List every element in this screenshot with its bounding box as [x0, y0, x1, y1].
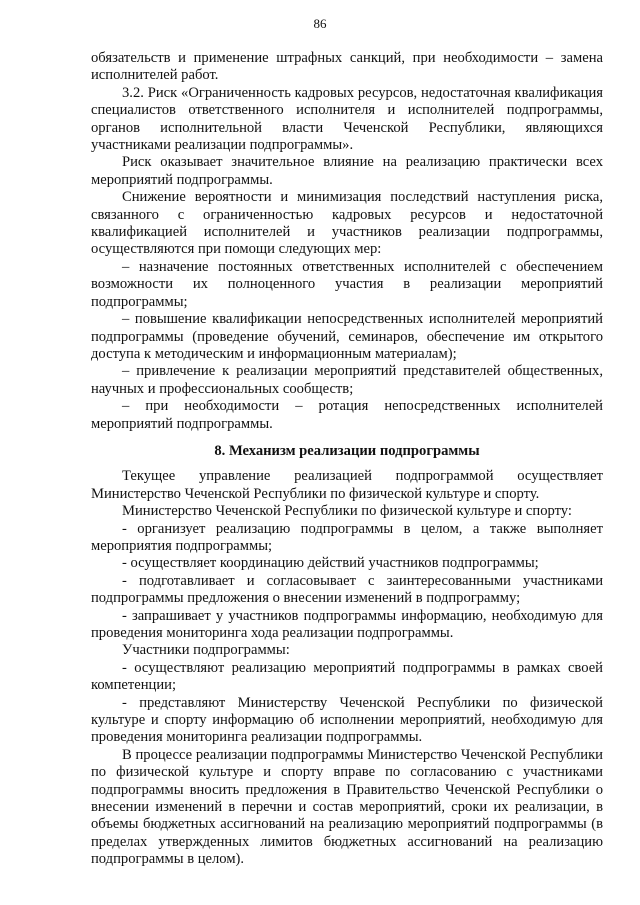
list-item-ministry-3: - подготавливает и согласовывает с заинтересованными участниками подпрограммы предложения о внесении изменений в подпрограмму; — [91, 572, 603, 607]
list-item-measure-4: – при необходимости – ротация непосредственных исполнителей мероприятий подпрограммы. — [91, 398, 603, 432]
list-item-measure-3: – привлечение к реализации мероприятий представителей общественных, научных и профессиональных сообществ; — [91, 363, 603, 397]
list-item-measure-2: – повышение квалификации непосредственных исполнителей мероприятий подпрограммы (проведение обучений, семинаров, обеспечение им открытого доступа к методическим и информационным материалам); — [91, 311, 603, 362]
paragraph-participants-intro: Участники подпрограммы: — [122, 642, 290, 659]
paragraph-risk-mitigation: Снижение вероятности и минимизация последствий наступления риска, связанного с ограниченностью кадровых ресурсов и недостаточной квалификацией исполнителей и участников реализации подпрограммы, осуществляются при помощи следующих мер: — [91, 189, 603, 258]
page-number: 86 — [313, 16, 327, 31]
list-item-ministry-1: - организует реализацию подпрограммы в целом, а также выполняет мероприятия подпрограммы; — [91, 520, 603, 554]
list-item-measure-1: – назначение постоянных ответственных исполнителей с обеспечением возможности их полноценного участия в реализации мероприятий подпрограммы; — [91, 258, 603, 310]
paragraph-changes: В процессе реализации подпрограммы Министерство Чеченской Республики по физической культуре и спорту вправе по согласованию с участниками подпрограммы вносить предложения в Правительство Чеченской Республики о внесении изменений в перечни и состав мероприятий, сроки их реализации, в объемы бюджетных ассигнований на реализацию мероприятий подпрограммы (в пределах утвержденных лимитов бюджетных ассигнований на реализацию подпрограммы в целом). — [91, 746, 603, 868]
list-item-participants-2: - представляют Министерству Чеченской Республики по физической культуре и спорту информацию об исполнении мероприятий, необходимую для проведения мониторинга реализации подпрограммы. — [91, 694, 603, 746]
section-heading: 8. Механизм реализации подпрограммы — [214, 442, 480, 459]
list-item-ministry-4: - запрашивает у участников подпрограммы информацию, необходимую для проведения мониторинга хода реализации подпрограммы. — [91, 607, 603, 641]
paragraph-risk-3-2: 3.2. Риск «Ограниченность кадровых ресурсов, недостаточная квалификация специалистов ответственного исполнителя и исполнителей подпрограммы, органов исполнительной власти Чеченской Республики, являющихся участниками реализации подпрограммы». — [91, 84, 603, 154]
paragraph-continuation: обязательств и применение штрафных санкций, при необходимости – замена исполнителей работ. — [91, 50, 603, 84]
paragraph-risk-impact: Риск оказывает значительное влияние на реализацию практически всех мероприятий подпрограммы. — [91, 154, 603, 188]
list-item-ministry-2: - осуществляет координацию действий участников подпрограммы; — [122, 555, 539, 572]
list-item-participants-1: - осуществляют реализацию мероприятий подпрограммы в рамках своей компетенции; — [91, 659, 603, 694]
paragraph-management: Текущее управление реализацией подпрограммой осуществляет Министерство Чеченской Республики по физической культуре и спорту. — [91, 468, 603, 502]
paragraph-ministry-intro: Министерство Чеченской Республики по физической культуре и спорту: — [122, 503, 572, 520]
document-body — [91, 50, 603, 869]
